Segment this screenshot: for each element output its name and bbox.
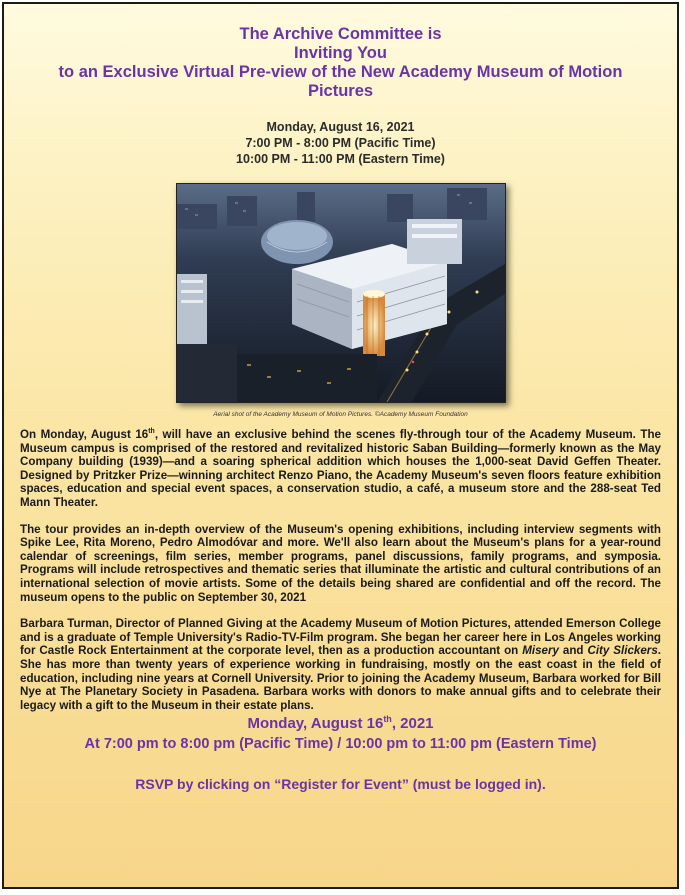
event-footer (4, 715, 677, 793)
paragraph-tour-intro (20, 428, 661, 510)
title-line: The Archive Committee is (239, 25, 442, 43)
paragraph-tour-overview: The tour provides an in-depth overview of the Museum's opening exhibitions, including interview segments with Spike Lee, Rita Moreno, Pedro Almodóvar and more. We'll also learn about the Museum's plans for a year-round calendar of screenings, film series, member programs, panel discussions, family programs, and symposia. Programs will include retrospectives and thematic series that illuminate the artistic and cultural contributions of an international selection of movie artists. Some of the details being shared are confidential and off the record. The museum opens to the public on September 30, 2021 (20, 522, 661, 604)
event-time-pacific: 7:00 PM - 8:00 PM (Pacific Time) (245, 136, 436, 150)
invitation-flyer (2, 2, 679, 889)
paragraph-text: and (558, 644, 588, 658)
paragraph-speaker-bio (20, 617, 661, 712)
film-title: City Slickers (587, 644, 658, 658)
photo-caption: Aerial shot of the Academy Museum of Motion Pictures. ©Academy Museum Foundation (213, 411, 468, 418)
paragraph-text: On Monday, August 16 (20, 428, 149, 441)
event-date: Monday, August 16, 2021 (266, 120, 415, 134)
footer-date (4, 715, 677, 733)
film-title: Misery (522, 644, 559, 658)
title-line: to an Exclusive Virtual Pre-view of the New Academy Museum of Motion (58, 63, 623, 81)
paragraph-text: , will have an exclusive behind the scenes fly-through tour of the Academy Museum. The Museum campus is comprised of the restored and revitalized historic Saban Building—formerly known as the May Company building (1939)—and a soaring spherical addition which houses the 1,000-seat David Geffen Theater. Designed by Pritzker Prize—winning architect Renzo Piano, the Academy Museum's seven floors feature exhibition spaces, education and special event spaces, a conservation studio, a café, a museum store and the 288-seat Ted Mann Theater. (20, 428, 661, 509)
invitation-title (18, 25, 663, 101)
event-description (20, 428, 661, 712)
event-time-eastern: 10:00 PM - 11:00 PM (Eastern Time) (236, 152, 445, 166)
paragraph-text: Barbara Turman, Director of Planned Giving at the Academy Museum of Motion Pictures, attended Emerson College and is a graduate of Temple University's Radio-TV-Film program. She began her career here in Los Angeles working for Castle Rock Entertainment at the corporate level, then as a production accountant on (20, 617, 661, 658)
event-schedule (4, 119, 677, 167)
footer-date-text: Monday, August 16 (247, 715, 384, 733)
title-line: Inviting You (294, 44, 387, 62)
footer-date-text: , 2021 (391, 715, 434, 733)
rsvp-instruction: RSVP by clicking on “Register for Event” (must be logged in). (135, 776, 546, 793)
paragraph-text: . She has more than twenty years of experience working in fundraising, mostly on the east coast in the field of education, including nine years at Cornell University. Prior to joining the Academy Museum, Barbara worked for Bill Nye at The Planetary Society in Pasadena. Barbara works with donors to make annual gifts and to celebrate their legacy with a gift to the Museum in their estate plans. (20, 644, 662, 712)
ordinal-suffix: th (383, 714, 392, 725)
museum-aerial-photo (176, 183, 506, 403)
ordinal-suffix: th (148, 428, 155, 436)
title-line: Pictures (307, 82, 374, 100)
footer-times: At 7:00 pm to 8:00 pm (Pacific Time) / 10:00 pm to 11:00 pm (Eastern Time) (84, 736, 597, 753)
